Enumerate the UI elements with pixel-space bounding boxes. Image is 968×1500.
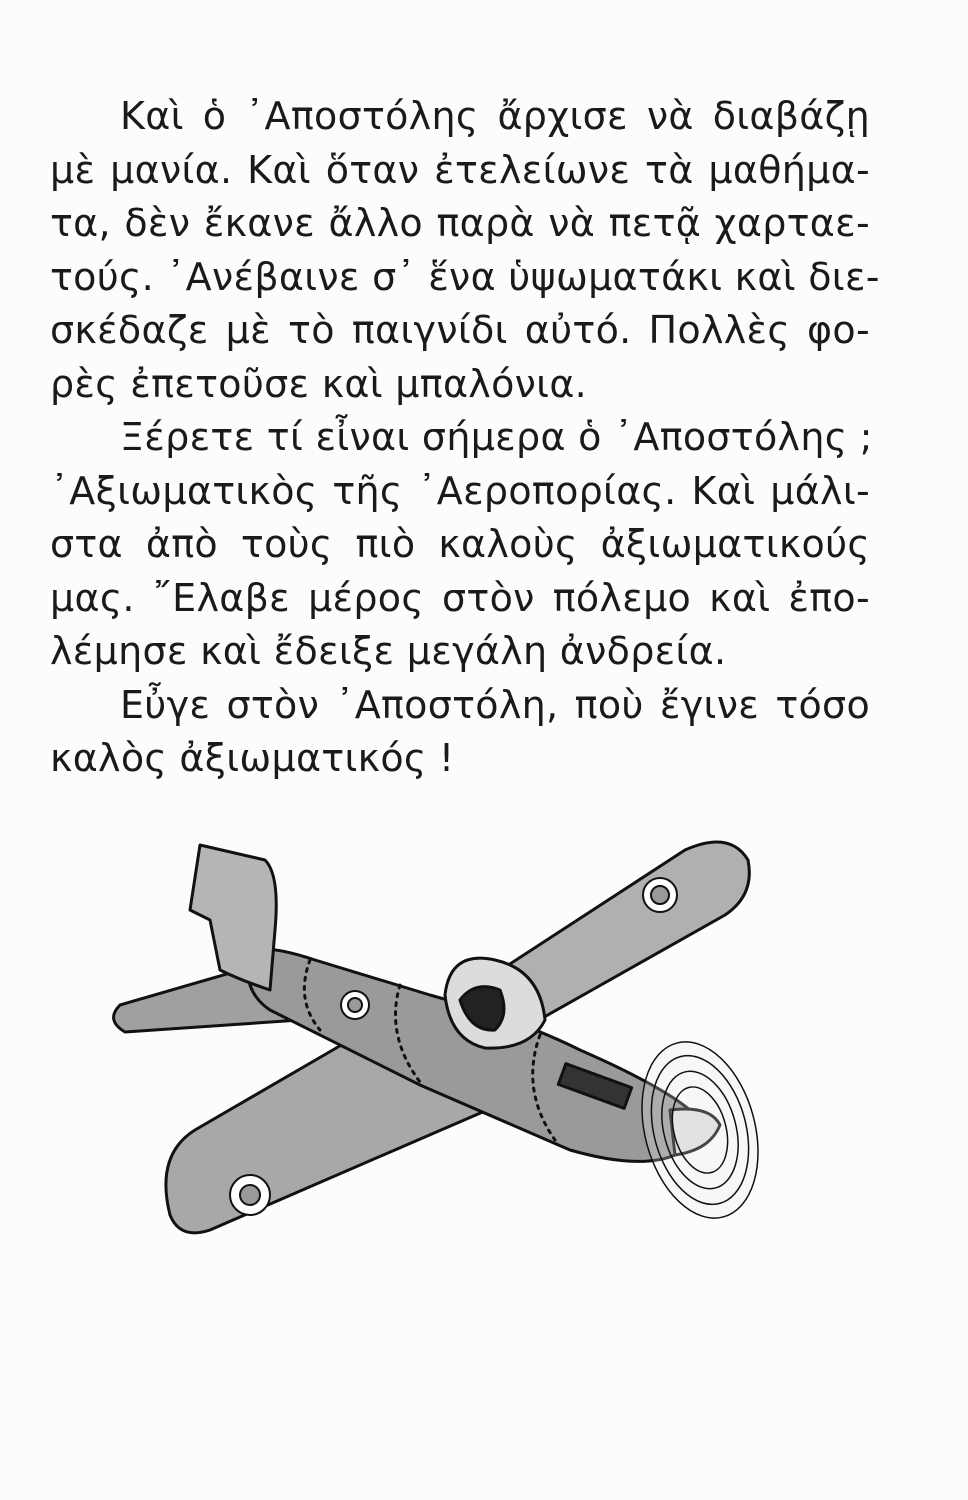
text-line: σκέδαζε μὲ τὸ παιγνίδι αὐτό. Πολλὲς φο- [50, 308, 870, 352]
paragraph-1 [50, 90, 880, 411]
airplane-illustration [100, 820, 880, 1280]
story-text [50, 90, 880, 786]
text-line: λέμησε καὶ ἔδειξε μεγάλη ἀνδρεία. [50, 629, 727, 673]
text-line: μας. ῎Ελαβε μέρος στὸν πόλεμο καὶ ἐπο- [50, 575, 870, 620]
text-line: τούς. ᾿Ανέβαινε σ᾿ ἕνα ὑψωματάκι καὶ διε- [50, 254, 880, 299]
text-line: Εὖγε στὸν ᾿Αποστόλη, ποὺ ἔγινε τόσο [120, 682, 870, 727]
propeller-disc [624, 1029, 777, 1231]
text-line: ᾿Αξιωματικὸς τῆς ᾿Αεροπορίας. Καὶ μάλι- [50, 468, 870, 513]
tail-fin [190, 845, 276, 990]
paragraph-3 [50, 679, 870, 786]
text-line: Καὶ ὁ ᾿Αποστόλης ἄρχισε νὰ διαβάζῃ [120, 94, 870, 138]
text-line: μὲ μανία. Καὶ ὅταν ἐτελείωνε τὰ μαθήμα- [50, 147, 870, 192]
text-line: καλὸς ἀξιωματικός ! [50, 736, 455, 780]
text-line: ρὲς ἐπετοῦσε καὶ μπαλόνια. [50, 361, 588, 406]
text-line: στα ἀπὸ τοὺς πιὸ καλοὺς ἀξιωματικούς [50, 522, 870, 566]
paragraph-2 [50, 411, 873, 679]
text-line: τα, δὲν ἔκανε ἄλλο παρὰ νὰ πετᾷ χαρταε- [50, 201, 870, 245]
text-line: Ξέρετε τί εἶναι σήμερα ὁ ᾿Αποστόλης ; [120, 415, 873, 459]
